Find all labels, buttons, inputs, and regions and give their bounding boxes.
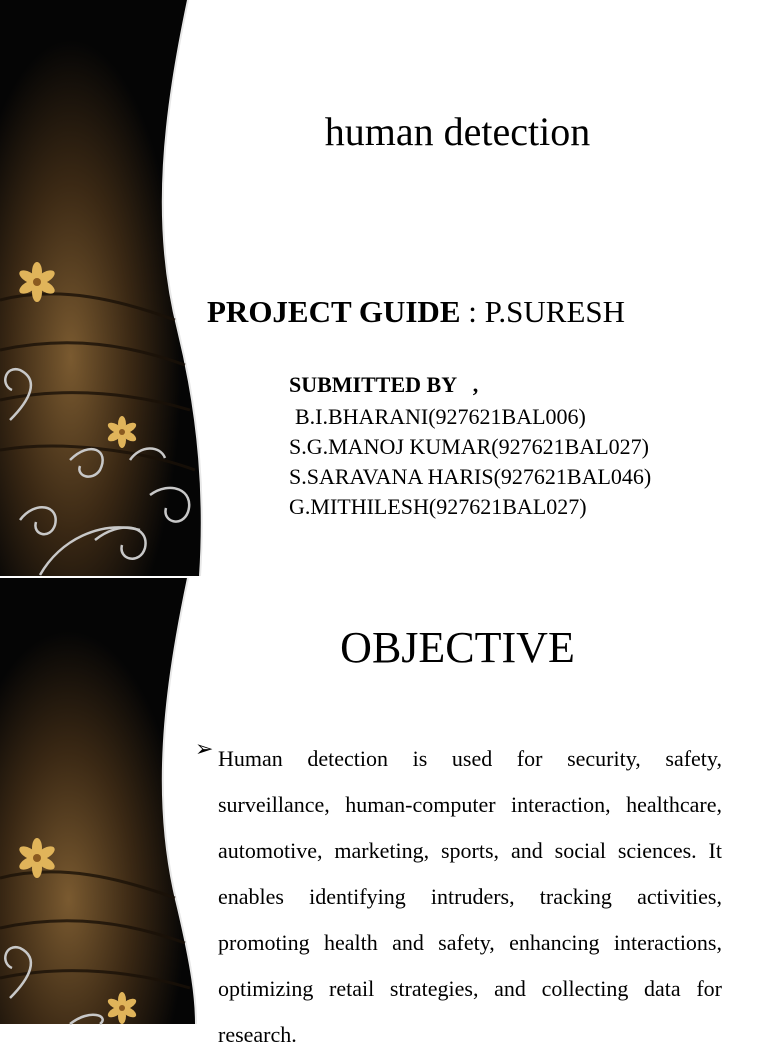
submitted-by-label: SUBMITTED BY , xyxy=(289,372,479,397)
member-item: B.I.BHARANI(927621BAL006) xyxy=(295,404,586,429)
slide-title: human detection xyxy=(324,109,591,154)
decorative-panel xyxy=(0,0,210,576)
objective-paragraph: Human detection is used for security, safety, surveillance, human-computer interaction, healthcare, automotive, marketing, sports, and social sciences. It enables identifying intruders, tracking activities, promoting health and safety, enhancing interactions, optimizing retail strategies, and collecting data for research. xyxy=(218,746,722,1047)
slide-2 xyxy=(0,578,768,1047)
decorative-panel xyxy=(0,578,210,1024)
project-guide xyxy=(207,294,625,330)
guide-name: P.SURESH xyxy=(484,294,626,329)
arrow-bullet-icon: ➢ xyxy=(195,736,214,761)
guide-label: PROJECT GUIDE xyxy=(207,294,461,329)
member-list xyxy=(289,402,651,522)
member-item: S.G.MANOJ KUMAR(927621BAL027) xyxy=(289,434,649,459)
member-item: S.SARAVANA HARIS(927621BAL046) xyxy=(289,464,652,489)
slide-title: OBJECTIVE xyxy=(340,623,575,672)
member-item: G.MITHILESH(927621BAL027) xyxy=(289,494,587,519)
guide-separator: : xyxy=(460,294,485,329)
